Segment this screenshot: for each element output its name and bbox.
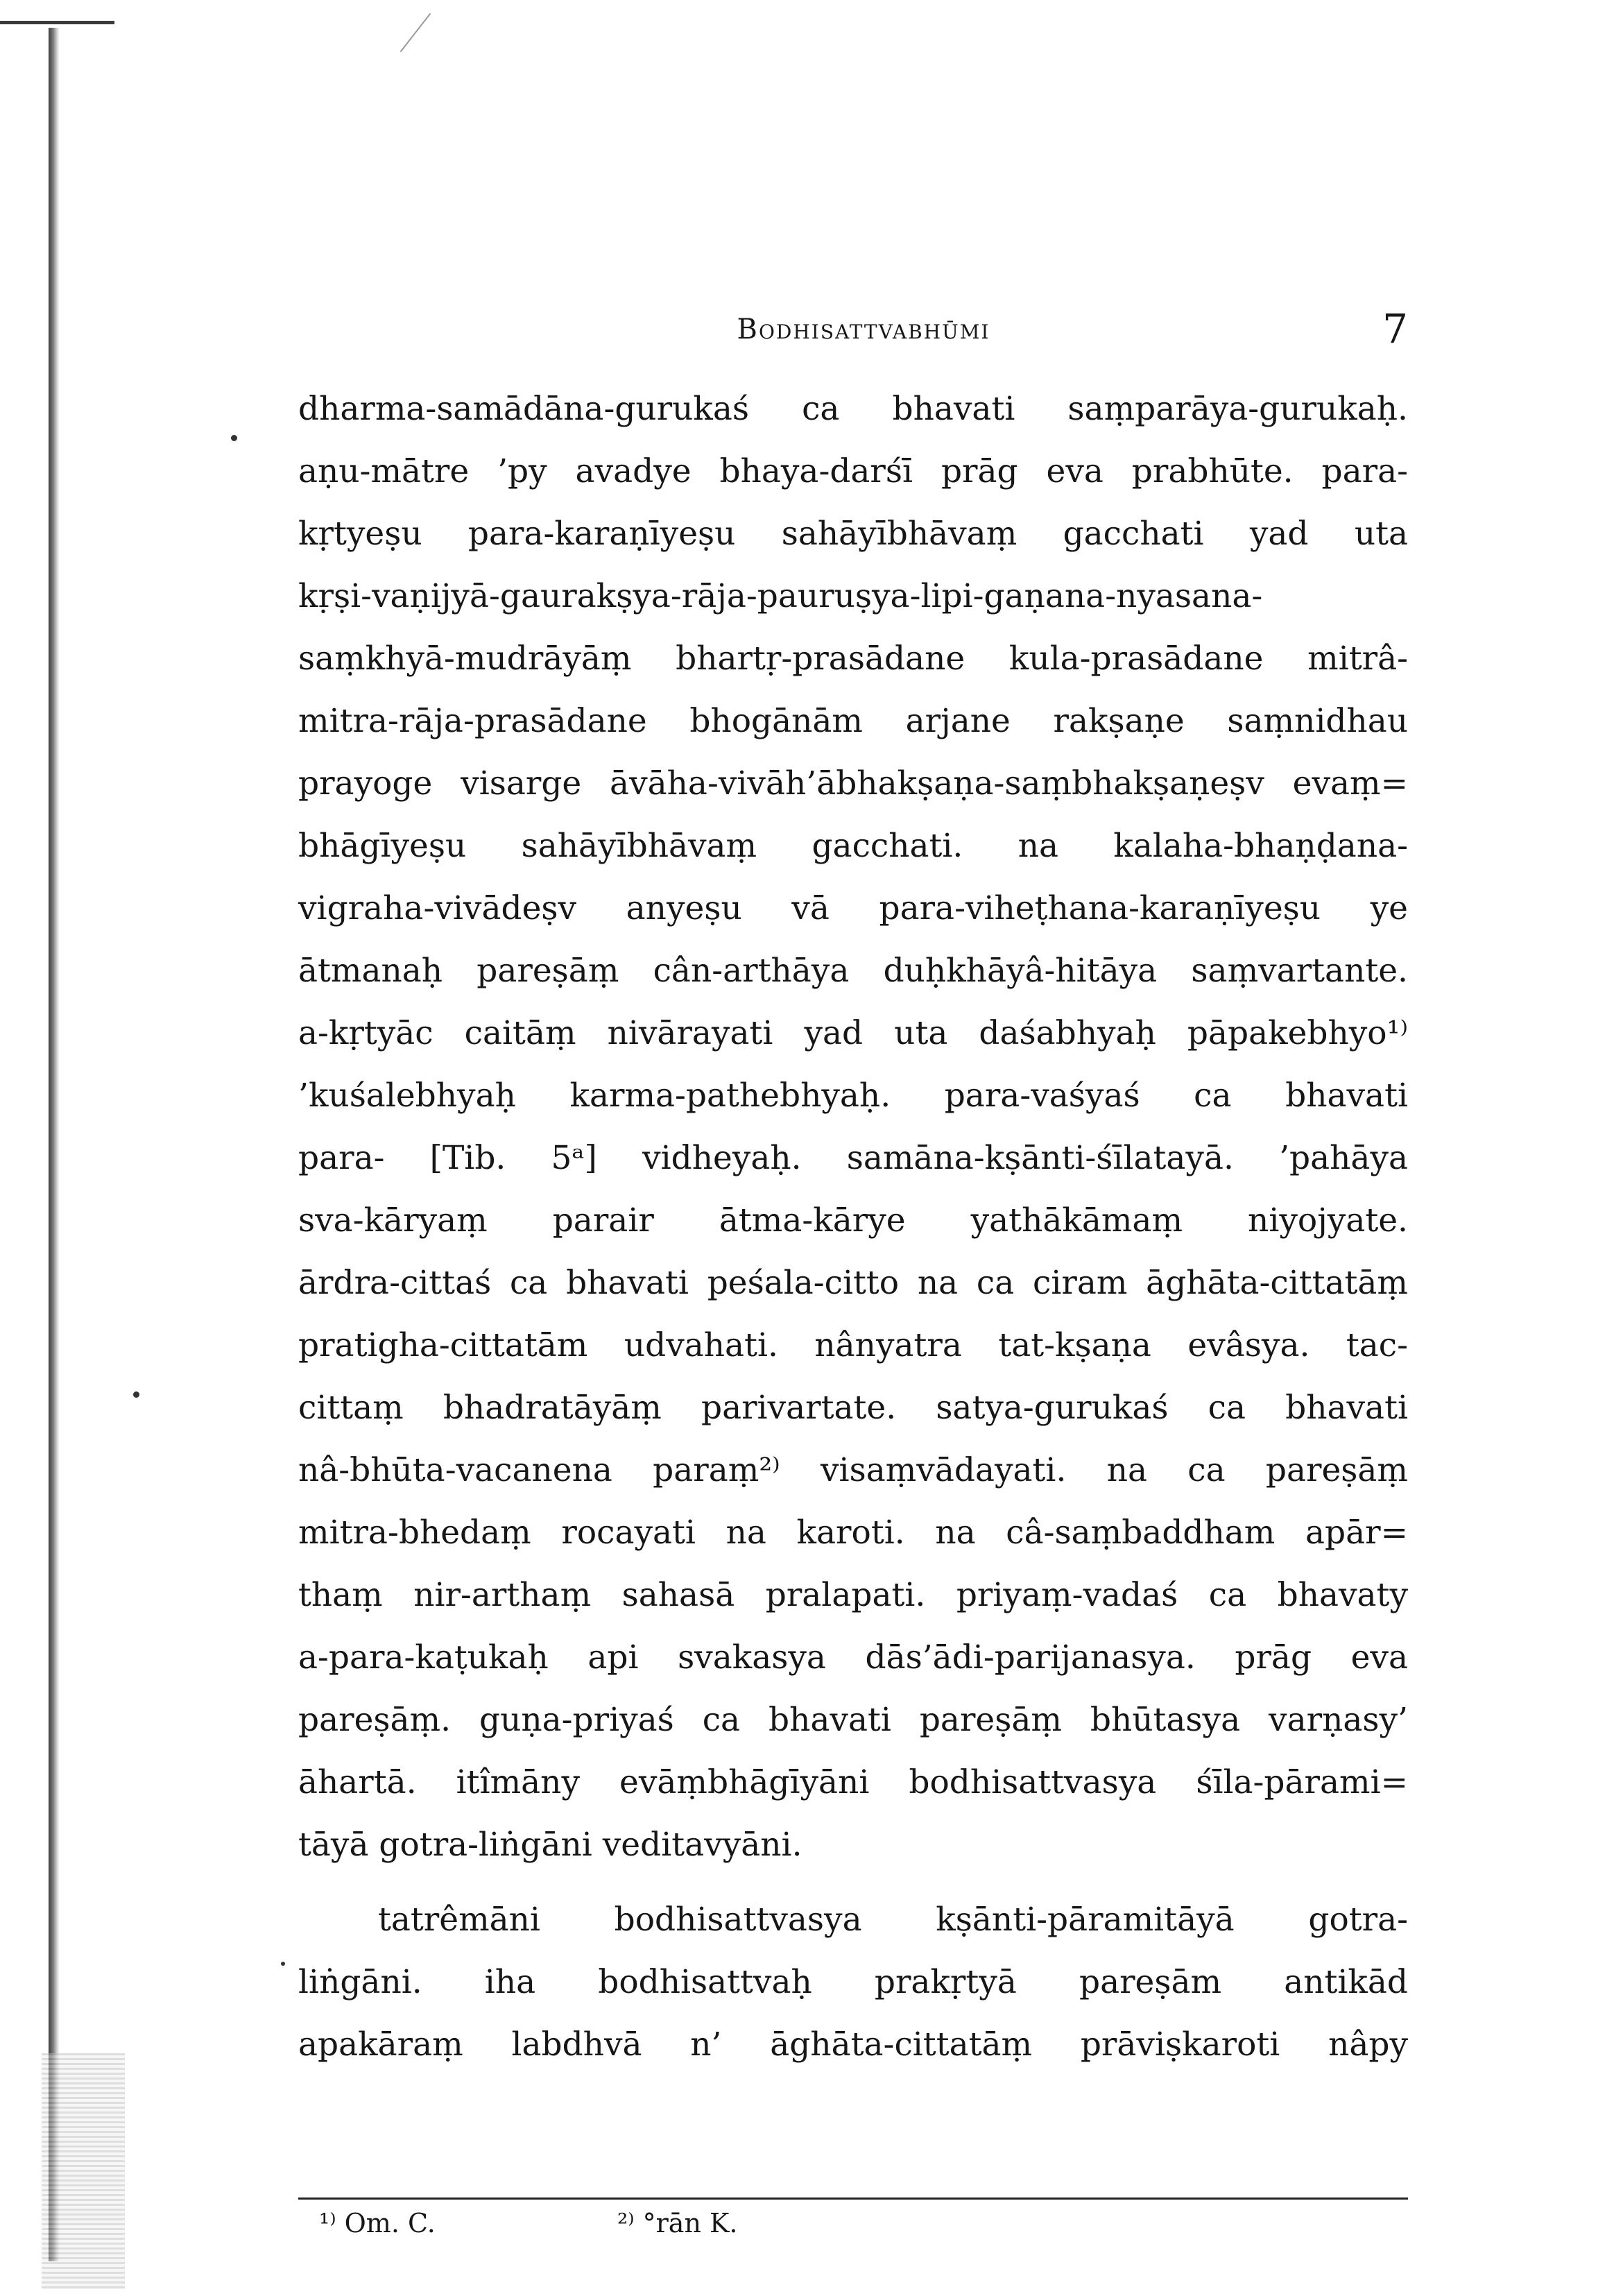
text-line: saṃkhyā-mudrāyāṃ bhartṛ-prasādane kula-prasādane mitrâ-: [298, 640, 1408, 678]
stray-dot: [231, 435, 237, 441]
running-title: Bodhisattvabhūmi: [737, 314, 990, 345]
text-line: prayoge visarge āvāha-vivāh’ābhakṣaṇa-saṃbhakṣaṇeṣv evaṃ=: [298, 764, 1408, 803]
footnote-1: ¹⁾ Om. C.: [319, 2208, 436, 2238]
text-line: kṛṣi-vaṇijyā-gaurakṣya-rāja-pauruṣya-lipi-gaṇana-nyasana-: [298, 577, 1263, 615]
stray-dot: [133, 1391, 139, 1398]
text-line-paragraph-start: tatrêmāni bodhisattvasya kṣānti-pāramitāyā gotra-: [378, 1901, 1408, 1939]
scan-stain: [42, 2053, 125, 2289]
text-line: nâ-bhūta-vacanena paraṃ²⁾ visaṃvādayati. na ca pareṣāṃ: [298, 1451, 1408, 1489]
text-line: ārdra-cittaś ca bhavati peśala-citto na ca ciram āghāta-cittatāṃ: [298, 1264, 1408, 1302]
text-line: dharma-samādāna-gurukaś ca bhavati saṃparāya-gurukaḥ.: [298, 390, 1408, 428]
text-line: pareṣāṃ. guṇa-priyaś ca bhavati pareṣāṃ bhūtasya varṇasy’: [298, 1701, 1408, 1739]
text-line: a-kṛtyāc caitāṃ nivārayati yad uta daśabhyaḥ pāpakebhyo¹⁾: [298, 1014, 1408, 1052]
text-line: āhartā. itîmāny evāṃbhāgīyāni bodhisattvasya śīla-pārami=: [298, 1763, 1408, 1801]
text-line: apakāraṃ labdhvā n’ āghāta-cittatāṃ prāviṣkaroti nâpy: [298, 2025, 1408, 2064]
text-line: mitra-rāja-prasādane bhogānām arjane rakṣaṇe saṃnidhau: [298, 702, 1408, 740]
running-head: [298, 305, 1429, 361]
stray-dot: [281, 1962, 285, 1966]
text-line: cittaṃ bhadratāyāṃ parivartate. satya-gurukaś ca bhavati: [298, 1389, 1408, 1427]
body-text: [298, 378, 1408, 2076]
page-number: 7: [1382, 305, 1408, 352]
text-line: ātmanaḥ pareṣāṃ cân-arthāya duḥkhāyâ-hitāya saṃvartante.: [298, 952, 1408, 990]
text-line: aṇu-mātre ’py avadye bhaya-darśī prāg eva prabhūte. para-: [298, 452, 1408, 490]
scan-edge-top: [0, 21, 114, 24]
text-line: vigraha-vivādeṣv anyeṣu vā para-viheṭhana-karaṇīyeṣu ye: [298, 889, 1408, 927]
scan-binding-edge: [49, 28, 60, 2261]
text-line: mitra-bhedaṃ rocayati na karoti. na câ-saṃbaddham apār=: [298, 1514, 1408, 1552]
text-line: para- [Tib. 5ᵃ] vidheyaḥ. samāna-kṣānti-śīlatayā. ’pahāya: [298, 1139, 1408, 1177]
footnote-2: ²⁾ °rān K.: [617, 2208, 738, 2238]
text-line: liṅgāni. iha bodhisattvaḥ prakṛtyā pareṣām antikād: [298, 1963, 1408, 2001]
text-line: thaṃ nir-arthaṃ sahasā pralapati. priyaṃ-vadaś ca bhavaty: [298, 1576, 1408, 1614]
text-line: ’kuśalebhyaḥ karma-pathebhyaḥ. para-vaśyaś ca bhavati: [298, 1077, 1408, 1115]
text-line: sva-kāryaṃ parair ātma-kārye yathākāmaṃ niyojyate.: [298, 1201, 1408, 1240]
stray-pencil-mark: [400, 13, 431, 52]
text-line-paragraph-end: tāyā gotra-liṅgāni veditavyāni.: [298, 1826, 802, 1864]
text-line: bhāgīyeṣu sahāyībhāvaṃ gacchati. na kalaha-bhaṇḍana-: [298, 827, 1408, 865]
text-line: kṛtyeṣu para-karaṇīyeṣu sahāyībhāvaṃ gacchati yad uta: [298, 515, 1408, 553]
footnotes: [319, 2202, 1401, 2244]
text-line: a-para-kaṭukaḥ api svakasya dās’ādi-parijanasya. prāg eva: [298, 1638, 1408, 1677]
text-line: pratigha-cittatām udvahati. nânyatra tat-kṣaṇa evâsya. tac-: [298, 1326, 1408, 1364]
footnote-rule: [298, 2198, 1408, 2200]
